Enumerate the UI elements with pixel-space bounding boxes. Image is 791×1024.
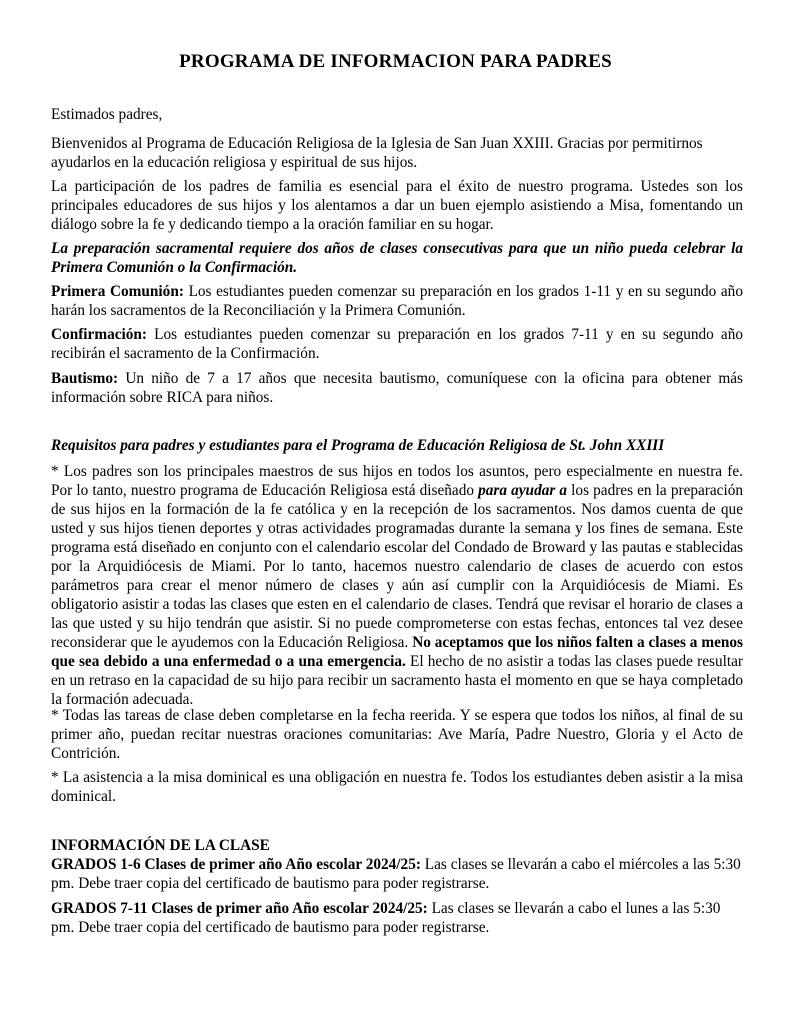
primera-comunion-paragraph [51,282,743,320]
primera-comunion-text: Los estudiantes pueden comenzar su preparación en los grados 1-11 y en su segundo año harán los sacramentos de la Reconciliación y la Primera Comunión. [51,283,743,319]
page-title: PROGRAMA DE INFORMACION PARA PADRES [179,51,612,72]
bautismo-text: Un niño de 7 a 17 años que necesita bautismo, comuníquese con la oficina para obtener más información sobre RICA para niños. [51,370,743,406]
confirmacion-label: Confirmación: [51,326,148,343]
grados-1-6-text: Las clases se llevarán a cabo el miércoles a las 5:30 pm. Debe traer copia del certificado de bautismo para poder registrarse. [51,856,741,892]
requisitos-heading: Requisitos para padres y estudiantes para el Programa de Educación Religiosa de St. John XXIII [51,437,665,454]
requisitos-1-part1: * Los padres son los principales maestros de sus hijos en todos los asuntos, pero especialmente en nuestra fe. Por lo tanto, nuestro programa de Educación Religiosa está diseñado [51,463,743,499]
confirmacion-text: Los estudiantes pueden comenzar su preparación en los grados 7-11 y en su segundo año recibirán el sacramento de la Confirmación. [51,326,743,362]
requisitos-paragraph-3: * La asistencia a la misa dominical es una obligación en nuestra fe. Todos los estudiantes deben asistir a la misa dominical. [51,769,743,805]
requisitos-1-part3: El hecho de no asistir a todas las clases puede resultar en un retraso en la capacidad de su hijo para recibir un sacramento hasta el momento en que se haya completado la formación adecuada. [51,653,743,708]
bautismo-paragraph [51,369,743,407]
grados-7-11-label: GRADOS 7-11 Clases de primer año Año escolar 2024/25: [51,900,428,917]
grados-7-11-paragraph [51,899,743,937]
confirmacion-paragraph [51,325,743,363]
grados-1-6-paragraph [51,855,743,893]
primera-comunion-label: Primera Comunión: [51,283,184,300]
participation-paragraph: La participación de los padres de familia es esencial para el éxito de nuestro programa. Ustedes son los principales educadores de sus hijos y los alentamos a dar un buen ejemplo asistiendo a Misa, fomentando un diálogo sobre la fe y dedicando tiempo a la oración familiar en su hogar. [51,178,743,233]
requisitos-paragraph-1 [51,462,743,709]
grados-7-11-text: Las clases se llevarán a cabo el lunes a las 5:30 pm. Debe traer copia del certificado de bautismo para poder registrarse. [51,900,721,936]
grados-1-6-label: GRADOS 1-6 Clases de primer año Año escolar 2024/25: [51,856,421,873]
requisitos-paragraph-2: * Todas las tareas de clase deben completarse en la fecha reerida. Y se espera que todos los niños, al final de su primer año, puedan recitar nuestras oraciones comunitarias: Ave María, Padre Nuestro, Gloria y el Acto de Contrición. [51,707,743,762]
welcome-paragraph: Bienvenidos al Programa de Educación Religiosa de la Iglesia de San Juan XXIII. Gracias por permitirnos ayudarlos en la educación religiosa y espiritual de sus hijos. [51,135,703,171]
clase-heading: INFORMACIÓN DE LA CLASE [51,837,270,854]
greeting: Estimados padres, [51,106,163,123]
requisitos-1-emphasis: para ayudar a [478,482,568,499]
requisitos-1-bold: No aceptamos que los niños falten a clases a menos que sea debido a una enfermedad o a una emergencia. [51,634,743,670]
sacramental-note: La preparación sacramental requiere dos años de clases consecutivas para que un niño pueda celebrar la Primera Comunión o la Confirmación. [51,240,743,276]
bautismo-label: Bautismo: [51,370,119,387]
requisitos-1-part2: los padres en la preparación de sus hijos en la formación de la fe católica y en la recepción de los sacramentos. Nos damos cuenta de que usted y sus hijos tienen deportes y otras actividades programadas durante la semana y los fines de semana. Este programa está diseñado en conjunto con el calendario escolar del Condado de Broward y las pautas e stablecidas por la Arquidiócesis de Miami. Por lo tanto, hacemos nuestro calendario de clases de acuerdo con estos parámetros para crear el menor número de clases y aún así cumplir con la Arquidiócesis de Miami. Es obligatorio asistir a todas las clases que esten en el calendario de clases. Tendrá que revisar el horario de clases a las que usted y su hijo tendrán que asistir. Si no puede comprometerse con estas fechas, entonces tal vez desee reconsiderar que le ayudemos con la Educación Religiosa. [51,482,744,651]
